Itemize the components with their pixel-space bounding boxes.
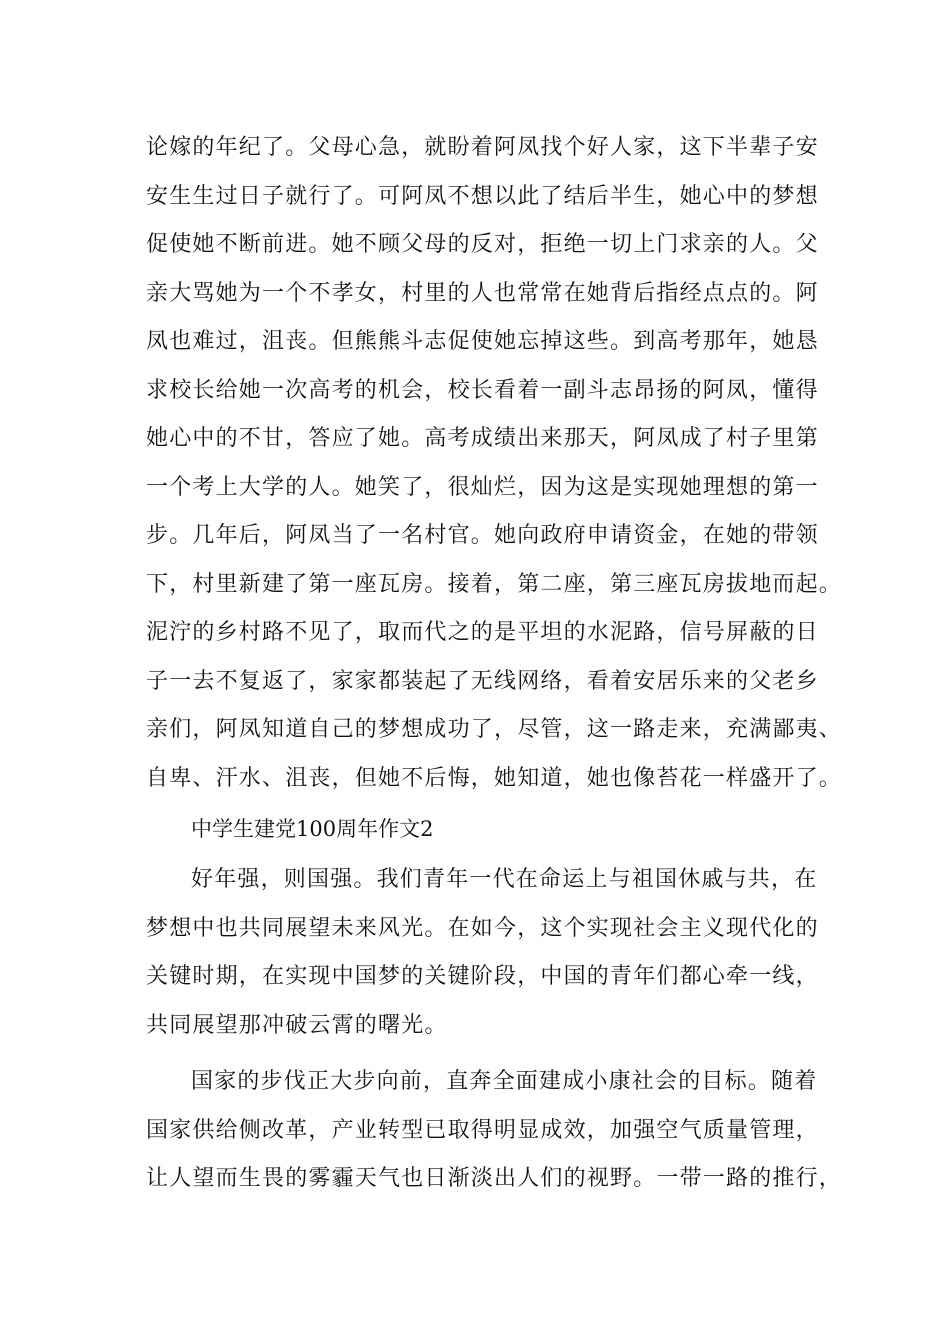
essay-heading: 中学生建党100周年作文2 bbox=[191, 817, 434, 841]
text-line: 关键时期，在实现中国梦的关键阶段，中国的青年们都心牵一线， bbox=[146, 964, 819, 989]
paragraph-3 bbox=[146, 1058, 843, 1204]
text-line: 梦想中也共同展望未来风光。在如今，这个实现社会主义现代化的 bbox=[146, 915, 819, 941]
text-line: 国家的步伐正大步向前，直奔全面建成小康社会的目标。随着 bbox=[191, 1069, 818, 1094]
text-line: 安生生过日子就行了。可阿凤不想以此了结后半生，她心中的梦想 bbox=[146, 183, 819, 209]
text-line: 子一去不复返了，家家都装起了无线网络，看着安居乐来的父老乡 bbox=[146, 668, 819, 694]
text-line: 求校长给她一次高考的机会，校长看着一副斗志昂扬的阿凤，懂得 bbox=[146, 377, 819, 403]
text-line: 共同展望那冲破云霄的曙光。 bbox=[146, 1012, 448, 1038]
text-line: 论嫁的年纪了。父母心急，就盼着阿凤找个好人家，这下半辈子安 bbox=[146, 135, 819, 160]
text-line: 凤也难过，沮丧。但熊熊斗志促使她忘掉这些。到高考那年，她恳 bbox=[146, 329, 819, 354]
text-line: 泥泞的乡村路不见了，取而代之的是平坦的水泥路，信号屏蔽的日 bbox=[146, 620, 819, 645]
body-text bbox=[146, 124, 843, 1204]
text-line: 自卑、汗水、沮丧，但她不后悔，她知道，她也像苔花一样盛开了。 bbox=[146, 765, 843, 791]
text-line: 国家供给侧改革，产业转型已取得明显成效，加强空气质量管理， bbox=[146, 1117, 819, 1143]
text-line: 她心中的不甘，答应了她。高考成绩出来那天，阿凤成了村子里第 bbox=[146, 426, 819, 451]
text-line: 亲大骂她为一个不孝女，村里的人也常常在她背后指经点点的。阿 bbox=[146, 280, 819, 306]
text-line: 下，村里新建了第一座瓦房。接着，第二座，第三座瓦房拔地而起。 bbox=[146, 571, 843, 597]
text-line: 亲们，阿凤知道自己的梦想成功了，尽管，这一路走来，充满鄙夷、 bbox=[146, 717, 843, 742]
text-line: 好年强，则国强。我们青年一代在命运上与祖国休戚与共，在 bbox=[191, 867, 818, 892]
text-line: 一个考上大学的人。她笑了，很灿烂，因为这是实现她理想的第一 bbox=[146, 474, 819, 500]
paragraph-2 bbox=[146, 856, 836, 1050]
text-line: 促使她不断前进。她不顾父母的反对，拒绝一切上门求亲的人。父 bbox=[146, 232, 819, 257]
text-line: 步。几年后，阿凤当了一名村官。她向政府申请资金，在她的带领 bbox=[146, 523, 819, 548]
text-line: 让人望而生畏的雾霾天气也日渐淡出人们的视野。一带一路的推行， bbox=[146, 1166, 843, 1191]
paragraph-1 bbox=[146, 124, 843, 803]
